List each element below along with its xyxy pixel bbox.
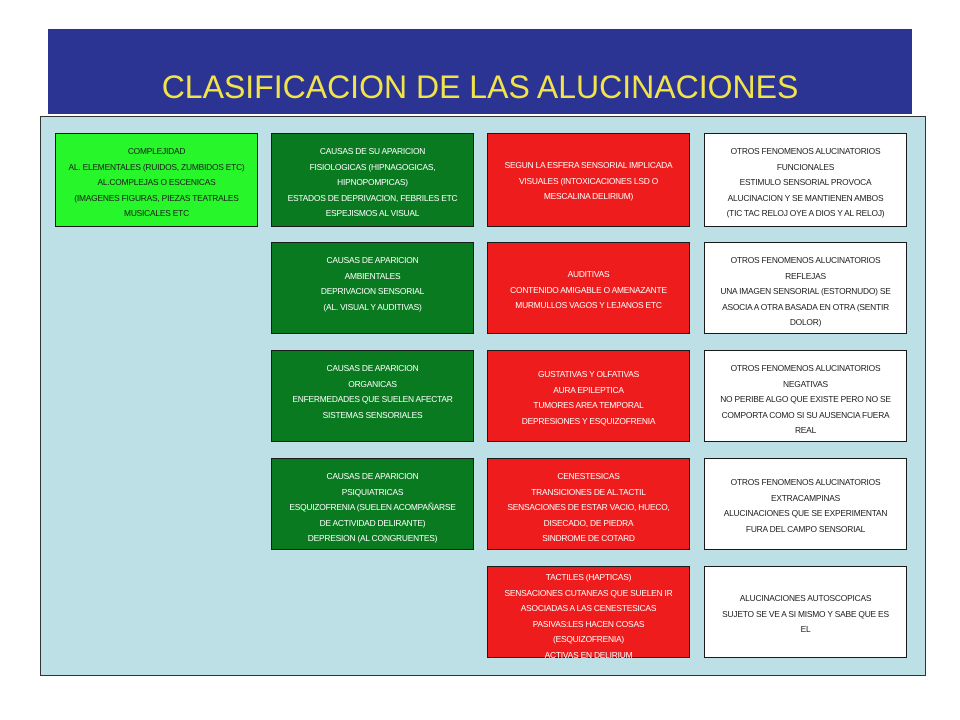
box-text-line: FUNCIONALES <box>776 161 835 172</box>
box-text-line: DOLOR) <box>789 317 822 327</box>
box-otros-reflejas <box>704 242 907 334</box>
box-text-line: SEGUN LA ESFERA SENSORIAL IMPLICADA <box>504 160 673 170</box>
box-text-line: ALUCINACION Y SE MANTIENEN AMBOS <box>727 192 884 203</box>
box-text-line: SENSACIONES CUTANEAS QUE SUELEN IR <box>504 587 673 598</box>
box-text-line: SISTEMAS SENSORIALES <box>322 409 423 420</box>
box-text-line: TRANSICIONES DE AL.TACTIL <box>531 486 646 497</box>
box-text-line: SINDROME DE COTARD <box>542 533 635 543</box>
box-text-line: CAUSAS DE APARICION <box>326 471 419 481</box>
box-text-line: GUSTATIVAS Y OLFATIVAS <box>537 369 640 379</box>
box-text-line: REAL <box>794 425 817 435</box>
box-text-line: SUJETO SE VE A SI MISMO Y SABE QUE ES <box>722 608 889 619</box>
box-text-line: OTROS FENOMENOS ALUCINATORIOS <box>730 146 881 156</box>
box-text-line: ESQUIZOFRENIA (SUELEN ACOMPAÑARSE <box>289 502 456 512</box>
box-text-line: AURA EPILEPTICA <box>553 384 624 395</box>
box-text-line: ASOCIA A OTRA BASADA EN OTRA (SENTIR <box>722 301 889 312</box>
box-text-line: MUSICALES ETC <box>124 208 189 218</box>
box-esfera-visuales <box>487 133 690 227</box>
box-text-line: NO PERIBE ALGO QUE EXISTE PERO NO SE <box>720 394 891 404</box>
box-otros-extracampinas <box>704 458 907 550</box>
box-text-line: FISIOLOGICAS (HIPNAGOGICAS, <box>309 161 436 172</box>
box-cenestesicas <box>487 458 690 550</box>
box-text-line: ALUCINACIONES AUTOSCOPICAS <box>739 593 872 603</box>
box-causas-psiquiatricas <box>271 458 474 550</box>
box-tactiles <box>487 566 690 658</box>
box-causas-organicas <box>271 350 474 442</box>
box-text-line: VISUALES (INTOXICACIONES LSD O <box>518 175 659 186</box>
box-text-line: FURA DEL CAMPO SENSORIAL <box>745 523 866 534</box>
box-complejidad <box>55 133 258 227</box>
box-otros-negativas <box>704 350 907 442</box>
box-text-line: DEPRIVACION SENSORIAL <box>320 286 425 296</box>
box-text-line: DE ACTIVIDAD DELIRANTE) <box>319 517 426 528</box>
box-text-line: ESTIMULO SENSORIAL PROVOCA <box>739 177 872 187</box>
box-text-line: CAUSAS DE APARICION <box>326 255 419 265</box>
box-gustativas <box>487 350 690 442</box>
box-text-line: MURMULLOS VAGOS Y LEJANOS ETC <box>515 300 662 310</box>
box-text-line: AMBIENTALES <box>344 270 401 281</box>
box-auditivas <box>487 242 690 334</box>
box-text-line: DEPRESIONES Y ESQUIZOFRENIA <box>521 415 656 426</box>
box-text-line: CENESTESICAS <box>557 471 620 481</box>
box-text-line: (ESQUIZOFRENIA) <box>553 634 624 644</box>
box-text-line: CAUSAS DE SU APARICION <box>319 146 426 156</box>
box-text-line: ORGANICAS <box>348 378 397 389</box>
box-text-line: (AL. VISUAL Y AUDITIVAS) <box>323 301 422 312</box>
box-text-line: PASIVAS:LES HACEN COSAS <box>532 618 645 629</box>
box-text-line: CONTENIDO AMIGABLE O AMENAZANTE <box>510 284 667 295</box>
box-text-line: MESCALINA DELIRIUM) <box>543 191 634 201</box>
box-text-line: OTROS FENOMENOS ALUCINATORIOS <box>730 255 881 265</box>
box-causas-fisiologicas <box>271 133 474 227</box>
box-text-line: NEGATIVAS <box>783 378 828 389</box>
box-text-line: EXTRACAMPINAS <box>770 492 841 503</box>
box-text-line: REFLEJAS <box>785 270 826 281</box>
box-text-line: AUDITIVAS <box>567 269 610 279</box>
box-text-line: DISECADO, DE PIEDRA <box>543 517 634 528</box>
box-text-line: HIPNOPOMPICAS) <box>337 177 408 187</box>
box-text-line: COMPORTA COMO SI SU AUSENCIA FUERA <box>721 409 890 420</box>
box-text-line: OTROS FENOMENOS ALUCINATORIOS <box>730 477 881 487</box>
box-text-line: (TIC TAC RELOJ OYE A DIOS Y AL RELOJ) <box>726 208 885 218</box>
box-text-line: DEPRESION (AL CONGRUENTES) <box>307 533 438 543</box>
box-text-line: AL. ELEMENTALES (RUIDOS, ZUMBIDOS ETC) <box>68 161 245 172</box>
box-text-line: ENFERMEDADES QUE SUELEN AFECTAR <box>292 394 453 404</box>
box-text-line: SENSACIONES DE ESTAR VACIO, HUECO, <box>507 502 670 512</box>
box-text-line: ESTADOS DE DEPRIVACION, FEBRILES ETC <box>287 192 458 203</box>
box-text-line: CAUSAS DE APARICION <box>326 363 419 373</box>
box-text-line: (IMAGENES FIGURAS, PIEZAS TEATRALES <box>74 192 239 203</box>
title-bar <box>48 29 912 114</box>
box-text-line: ACTIVAS EN DELIRIUM <box>544 649 633 660</box>
box-causas-ambientales <box>271 242 474 334</box>
box-text-line: EL <box>800 624 811 634</box>
box-text-line: OTROS FENOMENOS ALUCINATORIOS <box>730 363 881 373</box>
box-text-line: AL.COMPLEJAS O ESCENICAS <box>97 177 216 187</box>
box-text-line: COMPLEJIDAD <box>127 146 186 156</box>
box-otros-funcionales <box>704 133 907 227</box>
box-text-line: PSIQUIATRICAS <box>341 486 404 497</box>
box-text-line: TACTILES (HAPTICAS) <box>545 572 632 582</box>
box-text-line: TUMORES AREA TEMPORAL <box>533 400 644 410</box>
box-text-line: ASOCIADAS A LAS CENESTESICAS <box>520 603 657 613</box>
box-text-line: ALUCINACIONES QUE SE EXPERIMENTAN <box>723 508 888 518</box>
box-text-line: UNA IMAGEN SENSORIAL (ESTORNUDO) SE <box>720 286 891 296</box>
slide-title: CLASIFICACION DE LAS ALUCINACIONES <box>161 69 799 105</box>
box-text-line: ESPEJISMOS AL VISUAL <box>325 208 420 218</box>
box-autoscopicas <box>704 566 907 658</box>
